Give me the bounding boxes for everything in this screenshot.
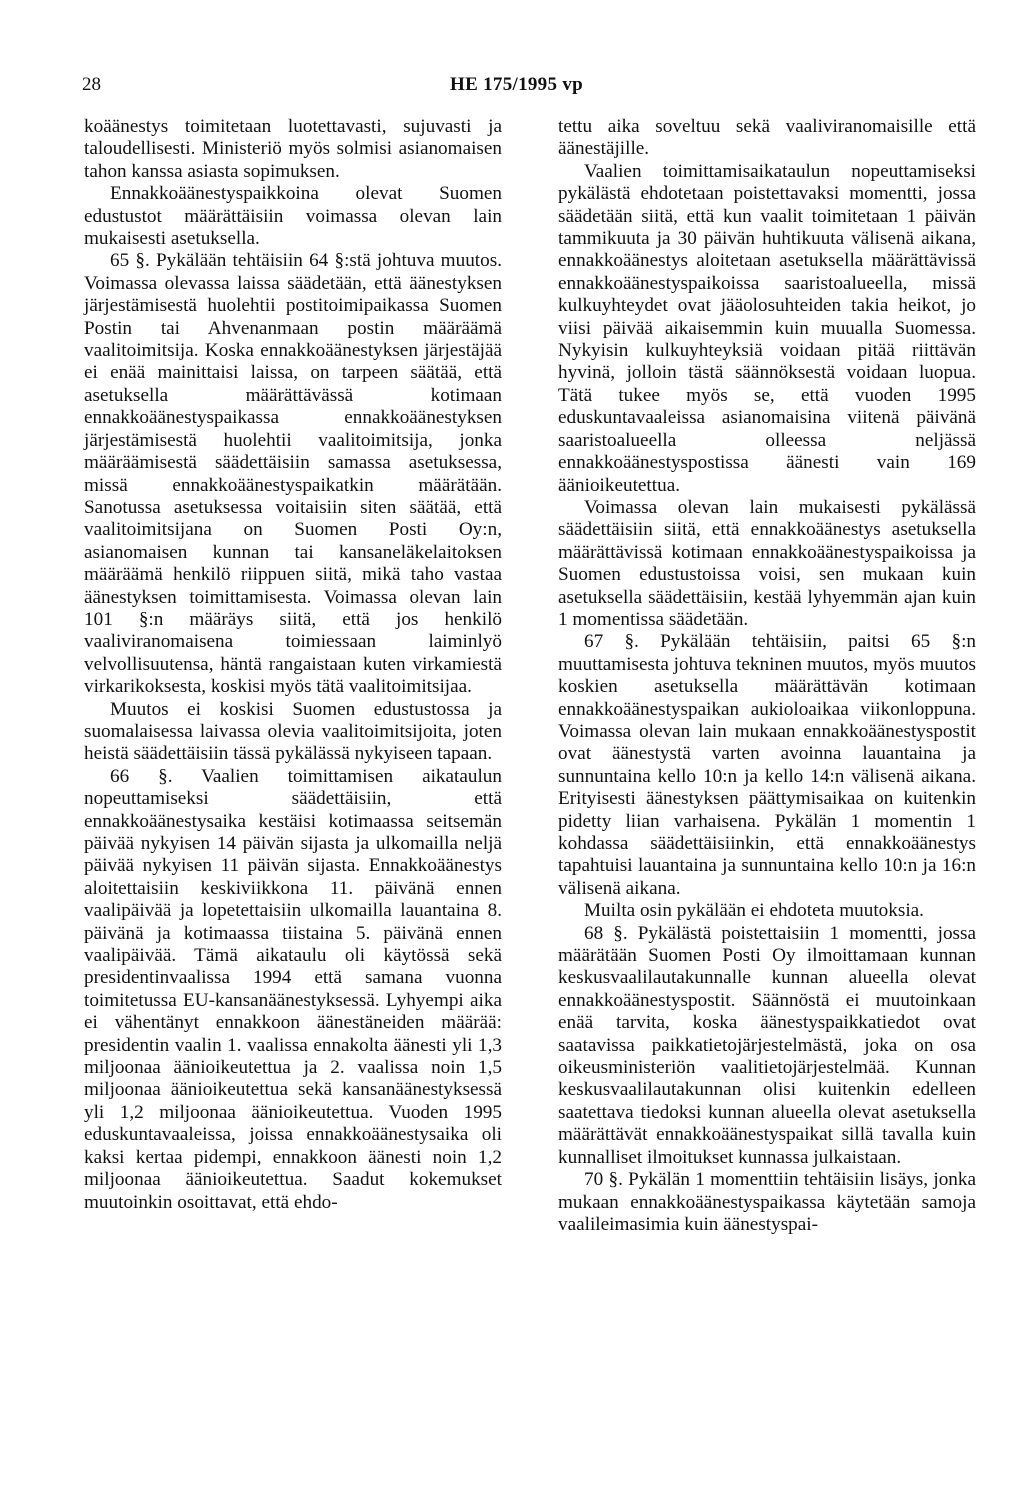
paragraph: Muilta osin pykälään ei ehdoteta muutoksia. xyxy=(584,900,924,922)
paragraph: Voimassa olevan lain mukaisesti pykälässä säädettäisiin siitä, että ennakkoäänestys asetuksella määrättävissä kotimaan ennakkoäänestyspaikoissa ja Suomen edustustoissa voisi, sen mukaan kuin asetuksella säädettäisiin, kestää lyhyemmän ajan kuin 1 momentissa säädetään. xyxy=(558,496,976,630)
page-number: 28 xyxy=(82,74,101,95)
paragraph: 67 §. Pykälään tehtäisiin, paitsi 65 §:n muuttamisesta johtuva tekninen muutos, myös muutos koskien asetuksella määrättävän kotimaan ennakkoäänestyspaikan aukioloaikaa viikonloppuna. Voimassa olevan lain mukaan ennakkoäänestyspostit ovat äänestystä varten avoinna lauantaina ja sunnuntaina kello 10:n ja kello 14:n välisenä aikana. Erityisesti äänestyksen päättymisaikaa on kuitenkin pidetty liian varhaisena. Pykälän 1 momentin 1 kohdassa säädettäisiinkin, että ennakkoäänestys tapahtuisi lauantaina ja sunnuntaina kello 10:n ja 16:n välisenä aikana. xyxy=(558,631,976,899)
paragraph: koäänestys toimitetaan luotettavasti, sujuvasti ja taloudellisesti. Ministeriö myös solmisi asianomaisen tahon kanssa asiasta sopimuksen. xyxy=(84,116,502,182)
right-column xyxy=(558,116,976,1236)
left-column xyxy=(84,116,502,1214)
paragraph: 66 §. Vaalien toimittamisen aikataulun nopeuttamiseksi säädettäisiin, että ennakkoäänestysaika kestäisi kotimaassa seitsemän päivää nykyisen 14 päivän sijasta ja ulkomailla neljä päivää nykyisen 11 päivän sijasta. Ennakkoäänestys aloitettaisiin keskiviikkona 11. päivänä ennen vaalipäivää ja lopetettaisiin ulkomailla lauantaina 8. päivänä ja kotimaassa tiistaina 5. päivänä ennen vaalipäivää. Tämä aikataulu oli käytössä sekä presidentinvaalissa 1994 että samana vuonna toimitetussa EU-kansanäänestyksessä. Lyhyempi aika ei vähentänyt ennakkoon äänestäneiden määrää: presidentin vaalin 1. vaalissa ennakolta äänesti yli 1,3 miljoonaa äänioikeutettua ja 2. vaalissa noin 1,5 miljoonaa äänioikeutettua sekä kansanäänestyksessä yli 1,2 miljoonaa äänioikeutettua. Vuoden 1995 eduskuntavaaleissa, joissa ennakkoäänestysaika oli kaksi kertaa pidempi, ennakkoon äänesti noin 1,2 miljoonaa äänioikeutettua. Saadut kokemukset muutoinkin osoittavat, että ehdo- xyxy=(84,765,502,1213)
page-header xyxy=(82,74,962,104)
paragraph: 65 §. Pykälään tehtäisiin 64 §:stä johtuva muutos. Voimassa olevassa laissa säädetään, että äänestyksen järjestämisestä huolehtii postitoimipaikassa Suomen Postin tai Ahvenanmaan postin määräämä vaalitoimitsija. Koska ennakkoäänestyksen järjestäjää ei enää mainittaisi laissa, on tarpeen säätää, että asetuksella määrättävässä kotimaan ennakkoäänestyspaikassa ennakkoäänestyksen järjestämisestä huolehtii vaalitoimitsija, jonka määräämisestä säädettäisiin samassa asetuksessa, missä ennakkoäänestyspaikatkin määrätään. Sanotussa asetuksessa voitaisiin siten säätää, että vaalitoimitsijana on Suomen Posti Oy:n, asianomaisen kunnan tai kansaneläkelaitoksen määräämä henkilö riippuen siitä, mikä taho vastaa äänestyksen toimittamisesta. Voimassa olevan lain 101 §:n määräys siitä, että jos henkilö vaaliviranomaisena toimiessaan laiminlyö velvollisuutensa, häntä rangaistaan kuten virkamiestä virkarikoksesta, koskisi myös tätä vaalitoimitsijaa. xyxy=(84,250,502,698)
paragraph: 68 §. Pykälästä poistettaisiin 1 momentti, jossa määrätään Suomen Posti Oy ilmoittamaan kunnan keskusvaalilautakunnalle kunnan alueella olevat ennakkoäänestyspostit. Säännöstä ei muutoinkaan enää tarvita, koska äänestyspaikkatiedot ovat saatavissa paikkatietojärjestelmästä, joka on osa oikeusministeriön vaalitietojärjestelmää. Kunnan keskusvaalilautakunnan olisi kuitenkin edelleen saatettava tiedoksi kunnan alueella olevat asetuksella määrättävät ennakkoäänestyspaikat sillä tavalla kuin kunnalliset ilmoitukset kunnassa julkaistaan. xyxy=(558,922,976,1168)
paragraph: Muutos ei koskisi Suomen edustustossa ja suomalaisessa laivassa olevia vaalitoimitsijoita, joten heistä säädettäisiin tässä pykälässä nykyiseen tapaan. xyxy=(84,698,502,765)
paragraph: Ennakkoäänestyspaikkoina olevat Suomen edustustot määrättäisiin voimassa olevan lain mukaisesti asetuksella. xyxy=(84,183,502,250)
paragraph: 70 §. Pykälän 1 momenttiin tehtäisiin lisäys, jonka mukaan ennakkoäänestyspaikassa käytetään samoja vaalileimasimia kuin äänestyspai- xyxy=(558,1169,976,1235)
document-id: HE 175/1995 vp xyxy=(450,74,583,95)
paragraph: tettu aika soveltuu sekä vaaliviranomaisille että äänestäjille. xyxy=(558,116,976,160)
paragraph: Vaalien toimittamisaikataulun nopeuttamiseksi pykälästä ehdotetaan poistettavaksi momentti, jossa säädetään siitä, että kun vaalit toimitetaan 1 päivän tammikuuta ja 30 päivän huhtikuuta välisenä aikana, ennakkoäänestys aloitetaan asetuksella määrättävissä ennakkoäänestyspaikoissa saaristoalueella, missä kulkuyhteydet ovat jääolosuhteiden takia heikot, jo viisi päivää aikaisemmin kuin muualla Suomessa. Nykyisin kulkuyhteyksiä voidaan pitää riittävän hyvinä, jolloin tästä säännöksestä voidaan luopua. Tätä tukee myös se, että vuoden 1995 eduskuntavaaleissa asianomaisina viitenä päivänä saaristoalueella olleessa neljässä ennakkoäänestyspostissa äänesti vain 169 äänioikeutettua. xyxy=(558,160,976,496)
